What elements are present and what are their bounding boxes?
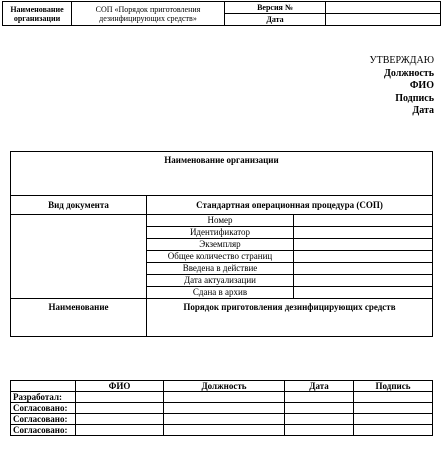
field-label: Экземпляр [147, 239, 294, 251]
approval-block [370, 55, 434, 118]
header-table [2, 1, 441, 26]
field-value [294, 275, 433, 287]
signature-position [164, 403, 285, 414]
signature-fio [76, 403, 164, 414]
signature-role: Разработал: [11, 392, 76, 403]
signature-table [10, 380, 433, 436]
approval-name: ФИО [409, 80, 434, 91]
signature-col-header: Подпись [354, 381, 433, 392]
signature-position [164, 414, 285, 425]
signature-col-header: Должность [164, 381, 285, 392]
signature-fio [76, 392, 164, 403]
signature-sign [354, 414, 433, 425]
signature-date [285, 403, 354, 414]
signature-role: Согласовано: [11, 425, 76, 436]
field-value [294, 239, 433, 251]
signature-date [285, 392, 354, 403]
signature-col-header [11, 381, 76, 392]
field-label: Сдана в архив [147, 287, 294, 299]
signature-col-header: ФИО [76, 381, 164, 392]
signature-fio [76, 414, 164, 425]
signature-sign [354, 392, 433, 403]
header-version-label: Версия № [225, 2, 326, 14]
field-label: Дата актуализации [147, 275, 294, 287]
signature-position [164, 392, 285, 403]
field-label: Общее количество страниц [147, 251, 294, 263]
field-value [294, 287, 433, 299]
signature-sign [354, 425, 433, 436]
document-table [10, 151, 433, 337]
org-name-cell: Наименование организации [11, 152, 433, 196]
approval-position: Должность [383, 67, 434, 79]
signature-sign [354, 403, 433, 414]
signature-col-header: Дата [285, 381, 354, 392]
header-date-value [326, 14, 441, 26]
header-date-label: Дата [225, 14, 326, 26]
field-value [294, 263, 433, 275]
field-value [294, 251, 433, 263]
signature-role: Согласовано: [11, 403, 76, 414]
field-value [294, 227, 433, 239]
approval-date: Дата [412, 105, 434, 116]
approval-signature: Подпись [395, 92, 434, 104]
signature-role: Согласовано: [11, 414, 76, 425]
doc-type-label: Вид документа [11, 196, 147, 215]
signature-date [285, 414, 354, 425]
field-label: Номер [147, 215, 294, 227]
name-value: Порядок приготовления дезинфицирующих средств [147, 299, 433, 337]
field-value [294, 215, 433, 227]
approval-title: УТВЕРЖДАЮ [369, 55, 434, 66]
header-version-value [326, 2, 441, 14]
doc-type-value: Стандартная операционная процедура (СОП) [147, 196, 433, 215]
name-label: Наименование [11, 299, 147, 337]
signature-fio [76, 425, 164, 436]
signature-position [164, 425, 285, 436]
signature-date [285, 425, 354, 436]
fields-blank-cell [11, 215, 147, 299]
field-label: Идентификатор [147, 227, 294, 239]
field-label: Введена в действие [147, 263, 294, 275]
header-doc-title: СОП «Порядок приготовления дезинфицирующих средств» [72, 2, 225, 26]
header-org-label: Наименование организации [3, 2, 72, 26]
